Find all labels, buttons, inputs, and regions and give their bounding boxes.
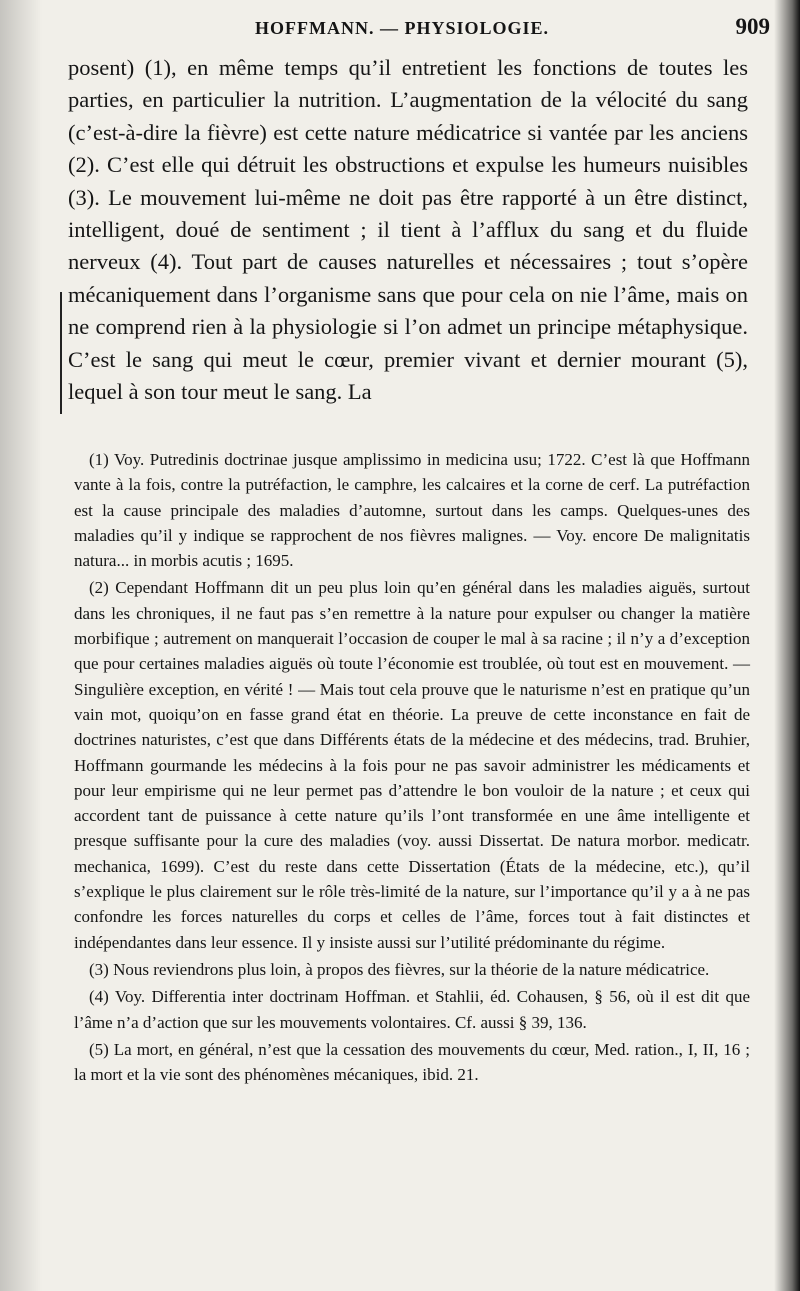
main-text [68,52,748,408]
footnotes [74,447,750,1089]
main-paragraph: posent) (1), en même temps qu’il entretient les fonctions de toutes les parties, en particulier la nutrition. L’augmentation de la vélocité du sang (c’est-à-dire la fièvre) est cette nature médicatrice si vantée par les anciens (2). C’est elle qui détruit les obstructions et expulse les humeurs nuisibles (3). Le mouvement lui-même ne doit pas être rapporté à un être distinct, intelligent, doué de sentiment ; il tient à l’afflux du sang et du fluide nerveux (4). Tout part de causes naturelles et nécessaires ; tout s’opère mécaniquement dans l’organisme sans que pour cela on nie l’âme, mais on ne comprend rien à la physiologie si l’on admet un principe métaphysique. C’est le sang qui meut le cœur, premier vivant et dernier mourant (5), lequel à son tour meut le sang. La [68,55,748,405]
page-number: 909 [735,14,770,39]
footnote-4: (4) Voy. Differentia inter doctrinam Hoffman. et Stahlii, éd. Cohausen, § 56, où il est dit que l’âme n’a d’action que sur les mouvements volontaires. Cf. aussi § 39, 136. [74,987,750,1032]
footnote-1: (1) Voy. Putredinis doctrinae jusque amplissimo in medicina usu; 1722. C’est là que Hoffmann vante à la fois, contre la putréfaction, le camphre, les calcaires et la corne de cerf. La putréfaction est la cause principale des maladies d’automne, surtout dans les camps. Quelques-unes des maladies qu’il y indique se rapprochent de nos fièvres malignes. — Voy. encore De malignitatis natura... in morbis acutis ; 1695. [74,450,750,571]
page-header [80,14,770,44]
footnote-2: (2) Cependant Hoffmann dit un peu plus loin qu’en général dans les maladies aiguës, surtout dans les chroniques, il ne faut pas s’en remettre à la nature pour expulser ou changer la matière morbifique ; autrement on manquerait l’occasion de couper le mal à sa racine ; il n’y a d’exception que pour certaines maladies aiguës où toute l’économie est troublée, où tout est en mouvement. — Singulière exception, en vérité ! — Mais tout cela prouve que le naturisme n’est en pratique qu’un vain mot, quoiqu’on en fasse grand état en théorie. La preuve de cette inconstance en fait de doctrines naturistes, c’est que dans Différents états de la médecine et des médecins, trad. Bruhier, Hoffmann gourmande les médecins à la fois pour ne pas savoir administrer les médicaments et pour leur empirisme qui ne leur permet pas d’attendre le bon vouloir de la nature ; et ceux qui accordent tant de puissance à cette nature qu’ils l’ont transformée en une âme intelligente et presque suffisante pour la cure des maladies (voy. aussi Dissertat. De natura morbor. medicatr. mechanica, 1699). C’est du reste dans cette Dissertation (États de la médecine, etc.), qu’il s’explique le plus clairement sur le rôle très-limité de la nature, sur l’importance qu’il y a à ne pas confondre les forces naturelles du corps et celles de l’âme, forces tout à fait distinctes et indépendantes dans leur essence. Il y insiste aussi sur l’utilité prédominante du régime. [74,578,750,952]
footnote-3: (3) Nous reviendrons plus loin, à propos des fièvres, sur la théorie de la nature médicatrice. [89,959,710,979]
margin-rule [60,292,62,414]
footnote-5: (5) La mort, en général, n’est que la cessation des mouvements du cœur, Med. ration., I, II, 16 ; la mort et la vie sont des phénomènes mécaniques, ibid. 21. [74,1039,750,1085]
running-head: HOFFMANN. — PHYSIOLOGIE. [255,18,550,38]
